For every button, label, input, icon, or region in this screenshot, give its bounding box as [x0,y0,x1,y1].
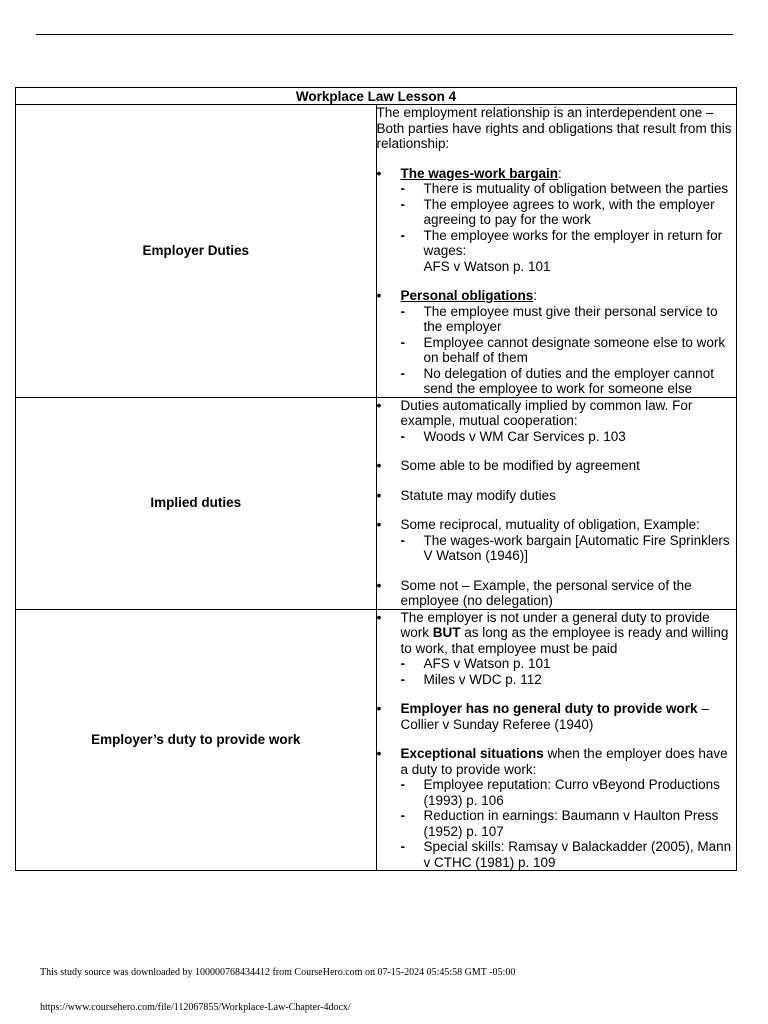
sub-text: Employee reputation: Curro vBeyond Productions (1993) p. 106 [423,777,720,808]
sub-text: Employee cannot designate someone else to work on behalf of them [423,334,726,365]
sub-text: The wages-work bargain [Automatic Fire Sprinklers V Watson (1946)] [423,532,730,563]
sub-text: Miles v WDC p. 112 [423,671,542,687]
row-content [376,397,737,609]
dash-icon: - [400,303,405,319]
row-implied-duties [16,397,737,609]
bullet-text: Some able to be modified by agreement [400,458,640,473]
sub-item [377,335,737,366]
download-notice: This study source was downloaded by 100000768434412 from CourseHero.com on 07-15-2024 05:45:58 GMT -05:00 [40,967,516,978]
sub-item [377,672,737,688]
row-duty-to-provide-work [16,609,737,871]
bullet-emphasis: BUT [432,625,461,640]
bullet-item [377,488,737,504]
bullet-icon: • [376,608,382,625]
sub-item [377,197,737,228]
bullet-group [377,458,737,474]
bullet-item [377,517,737,533]
dash-icon: - [400,671,405,687]
bullet-item [377,398,737,429]
sub-item-continuation [377,259,737,275]
row-label: Employer Duties [16,105,377,398]
bullet-text: when the employer does have a duty to provide work: [400,746,728,777]
dash-icon: - [400,334,405,350]
dash-icon: - [400,428,405,444]
bullet-group [377,746,737,870]
bullet-emphasis: Employer has no general duty to provide work [400,701,698,716]
sub-item [377,533,737,564]
source-url[interactable]: https://www.coursehero.com/file/112067855/Workplace-Law-Chapter-4docx/ [40,1002,351,1013]
sub-item [377,366,737,397]
title-row [16,88,737,105]
bullet-group [377,398,737,445]
dash-icon: - [400,532,405,548]
bullet-text: Some reciprocal, mutuality of obligation, Example: [400,517,700,532]
dash-icon: - [400,656,405,671]
row-label: Employer’s duty to provide work [16,609,377,871]
row-content [376,105,737,398]
bullet-icon: • [376,700,382,716]
header-rule [36,34,733,35]
sub-item [377,777,737,808]
bullet-item [377,166,737,182]
bullet-icon: • [376,486,382,503]
bullet-emphasis: Exceptional situations [400,746,544,761]
sub-text: Special skills: Ramsay v Balackadder (2005), Mann v CTHC (1981) p. 109 [423,839,732,870]
intro-text: The employment relationship is an interdependent one – Both parties have rights and obligations that result from this relationship: [376,105,732,151]
sub-text: Woods v WM Car Services p. 103 [423,428,626,444]
bullet-item [377,578,737,609]
bullet-icon: • [376,396,382,413]
bullet-icon: • [376,164,382,181]
bullet-text: Some not – Example, the personal service of the employee (no delegation) [400,577,692,608]
bullet-item [377,701,737,732]
bullet-group [377,610,737,688]
bullet-text: Duties automatically implied by common law. For example, mutual cooperation: [400,397,693,428]
bullet-group [377,488,737,504]
row-employer-duties [16,105,737,398]
bullet-heading: Personal obligations [400,288,534,303]
bullet-icon: • [376,576,382,593]
sub-item [377,808,737,839]
dash-icon: - [400,839,405,854]
bullet-heading: The wages-work bargain [400,165,559,181]
bullet-text: – Collier v Sunday Referee (1940) [400,701,709,732]
table-title: Workplace Law Lesson 4 [16,88,737,105]
bullet-icon: • [376,457,382,473]
bullet-text: Statute may modify duties [400,487,556,503]
bullet-icon: • [376,516,382,532]
bullet-group [377,288,737,397]
sub-text: The employee agrees to work, with the employer agreeing to pay for the work [423,196,715,227]
sub-text: AFS v Watson p. 101 [423,656,551,671]
dash-icon: - [400,777,405,792]
bullet-item [377,458,737,474]
bullet-text: as long as the employee is ready and willing to work, that employee must be paid [400,625,729,656]
sub-text: Reduction in earnings: Baumann v Haulton Press (1952) p. 107 [423,808,719,839]
sub-item [377,304,737,335]
sub-text: AFS v Watson p. 101 [423,258,551,274]
bullet-group [377,166,737,275]
dash-icon: - [400,196,405,212]
sub-item [377,656,737,672]
sub-text: The employee must give their personal service to the employer [423,303,718,334]
sub-item [377,839,737,870]
heading-suffix: : [558,165,562,181]
bullet-item [377,610,737,657]
bullet-item [377,746,737,777]
bullet-text: The employer is not under a general duty to provide work [400,609,710,640]
sub-item [377,228,737,259]
bullet-icon: • [376,287,382,303]
sub-item [377,181,737,197]
dash-icon: - [400,808,405,823]
bullet-item [377,288,737,304]
bullet-group [377,701,737,732]
lesson-table [15,87,737,871]
dash-icon: - [400,227,405,243]
row-label: Implied duties [16,397,377,609]
sub-text: There is mutuality of obligation between the parties [423,181,729,196]
dash-icon: - [400,181,405,196]
heading-suffix: : [533,288,538,303]
sub-item [377,429,737,445]
bullet-group [377,517,737,564]
bullet-group [377,578,737,609]
bullet-icon: • [376,745,382,761]
sub-text: The employee works for the employer in return for wages: [423,227,723,258]
dash-icon: - [400,365,405,381]
row-content [376,609,737,871]
sub-text: No delegation of duties and the employer cannot send the employee to work for someone else [423,365,714,396]
